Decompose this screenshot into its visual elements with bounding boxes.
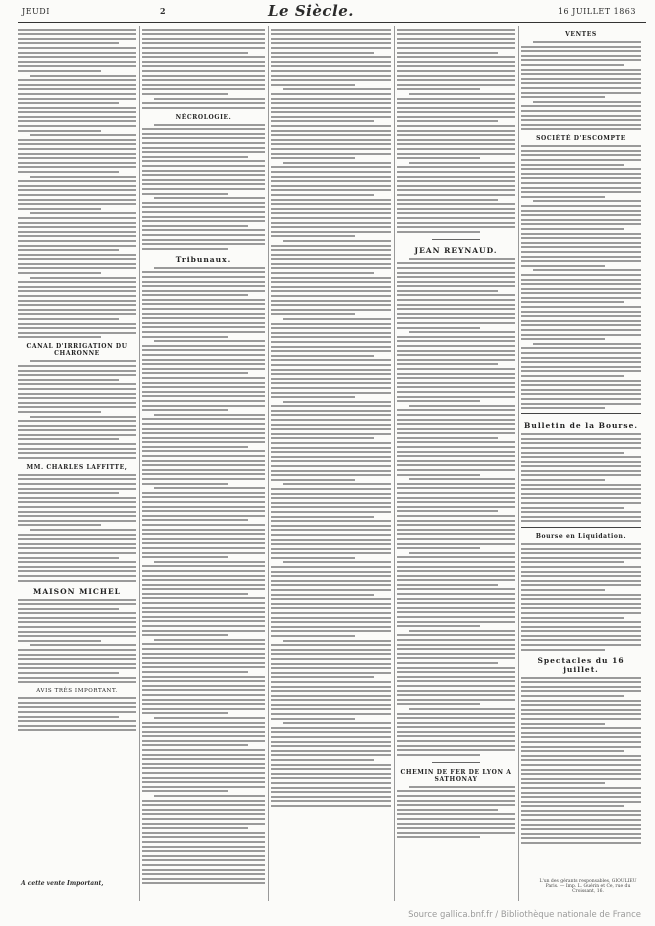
section-heading: Tribunaux. xyxy=(175,254,232,264)
column-4 xyxy=(397,26,515,901)
section-heading: CANAL D'IRRIGATION DU CHARONNE xyxy=(26,343,128,358)
column-rule xyxy=(394,26,395,901)
section-heading: Bourse en Liquidation. xyxy=(535,533,627,540)
column-1 xyxy=(18,26,136,901)
source-credit: Source gallica.bnf.fr / Bibliothèque nationale de France xyxy=(408,910,641,920)
column-rule xyxy=(518,26,519,901)
column-rule xyxy=(139,26,140,901)
printer-imprint xyxy=(538,879,638,894)
section-heading: Spectacles du 16 juillet. xyxy=(537,655,625,674)
page-number: 2 xyxy=(160,6,166,16)
section-heading: MM. CHARLES LAFFITTE, xyxy=(26,463,128,471)
newspaper-page xyxy=(18,4,646,904)
page-footer xyxy=(0,904,655,924)
masthead-title: Le Siècle. xyxy=(268,2,354,20)
section-heading: MAISON MICHEL xyxy=(33,586,121,596)
section-heading: VENTES xyxy=(565,31,597,38)
page-header xyxy=(18,4,646,23)
section-heading: Bulletin de la Bourse. xyxy=(524,421,638,431)
section-heading: AVIS TRÈS IMPORTANT. xyxy=(36,688,118,695)
section-heading: CHEMIN DE FER DE LYON A SATHONAY xyxy=(400,768,512,783)
header-day: JEUDI xyxy=(22,7,50,16)
column-5 xyxy=(521,26,641,901)
divider xyxy=(432,239,479,240)
section-heading: SOCIÉTÉ D'ESCOMPTE xyxy=(536,135,626,143)
section-heading: NÉCROLOGIE. xyxy=(175,113,232,121)
column-rule xyxy=(268,26,269,901)
bottom-note: A cette vente Important, xyxy=(21,880,104,887)
article-text xyxy=(18,29,136,339)
bourse-box xyxy=(521,413,641,528)
divider xyxy=(432,762,479,763)
printer-line: Paris. — Imp. L. Guérin et Ce, rue du Croissant, 16. xyxy=(545,884,631,894)
column-3 xyxy=(271,26,391,901)
column-2 xyxy=(142,26,265,901)
section-heading: JEAN REYNAUD. xyxy=(414,245,498,255)
gerant-line: L'un des gérants responsables, GIOULIEU xyxy=(539,879,637,884)
header-date: 16 JUILLET 1863 xyxy=(557,7,636,16)
